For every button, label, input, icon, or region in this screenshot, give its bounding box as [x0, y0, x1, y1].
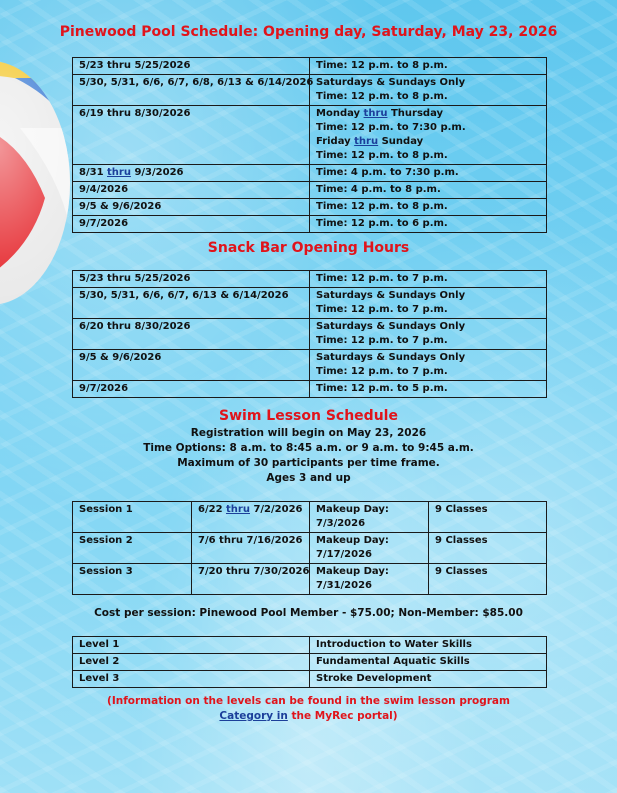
ages-line: Ages 3 and up — [266, 472, 351, 484]
makeup-label: Makeup Day: — [316, 535, 389, 546]
pool-schedule-title: Pinewood Pool Schedule: Opening day, Saturday, May 23, 2026 — [59, 24, 558, 40]
pool-dates-cell: 5/30, 5/31, 6/6, 6/7, 6/8, 6/13 & 6/14/2026 — [73, 75, 310, 106]
table-row — [73, 199, 547, 216]
category-link[interactable]: Category in — [219, 710, 288, 722]
level-name-cell: Level 2 — [73, 654, 310, 671]
registration-line: Registration will begin on May 23, 2026 — [190, 427, 427, 439]
level-desc-cell: Fundamental Aquatic Skills — [310, 654, 547, 671]
levels-note-rest: the MyRec portal) — [287, 710, 398, 722]
snack-bar-table — [72, 270, 547, 398]
table-row — [73, 75, 547, 106]
snack-dates-cell: 6/20 thru 8/30/2026 — [73, 319, 310, 350]
hours-line: Time: 12 p.m. to 7 p.m. — [316, 366, 448, 377]
hours-line: Friday thru Sunday — [316, 136, 424, 147]
sessions-table — [72, 501, 547, 595]
snack-hours-cell — [310, 350, 547, 381]
snack-bar-title: Snack Bar Opening Hours — [207, 240, 410, 256]
pool-dates-cell: 9/5 & 9/6/2026 — [73, 199, 310, 216]
snack-dates-cell: 5/30, 5/31, 6/6, 6/7, 6/13 & 6/14/2026 — [73, 288, 310, 319]
hours-line: Time: 12 p.m. to 8 p.m. — [316, 150, 448, 161]
table-row — [73, 182, 547, 199]
table-row — [73, 216, 547, 233]
hours-line: Monday thru Thursday — [316, 108, 444, 119]
levels-note-line2 — [0, 709, 617, 724]
session-makeup-cell — [310, 502, 429, 533]
pool-dates-cell: 6/19 thru 8/30/2026 — [73, 106, 310, 165]
snack-hours-cell: Time: 12 p.m. to 7 p.m. — [310, 271, 547, 288]
pool-dates-cell: 8/31 thru 9/3/2026 — [73, 165, 310, 182]
table-row — [73, 654, 547, 671]
table-row — [73, 671, 547, 688]
hours-line: Saturdays & Sundays Only — [316, 321, 466, 332]
pool-dates-cell: 9/7/2026 — [73, 216, 310, 233]
time-options-line: Time Options: 8 a.m. to 8:45 a.m. or 9 a.m. to 9:45 a.m. — [143, 442, 474, 454]
makeup-date: 7/3/2026 — [316, 518, 366, 529]
hours-line: Saturdays & Sundays Only — [316, 290, 466, 301]
pool-schedule-table — [72, 57, 547, 233]
hours-line: Time: 12 p.m. to 7:30 p.m. — [316, 122, 466, 133]
pool-dates-cell: 9/4/2026 — [73, 182, 310, 199]
table-row — [73, 271, 547, 288]
table-row — [73, 165, 547, 182]
makeup-label: Makeup Day: — [316, 504, 389, 515]
session-name-cell: Session 1 — [73, 502, 192, 533]
snack-dates-cell: 5/23 thru 5/25/2026 — [73, 271, 310, 288]
pool-hours-cell: Time: 4 p.m. to 7:30 p.m. — [310, 165, 547, 182]
table-row — [73, 381, 547, 398]
snack-hours-cell — [310, 288, 547, 319]
makeup-date: 7/31/2026 — [316, 580, 373, 591]
snack-hours-cell: Time: 12 p.m. to 5 p.m. — [310, 381, 547, 398]
table-row — [73, 533, 547, 564]
table-row — [73, 319, 547, 350]
snack-hours-cell — [310, 319, 547, 350]
table-row — [73, 564, 547, 595]
levels-note — [0, 694, 617, 724]
level-name-cell: Level 1 — [73, 637, 310, 654]
table-row — [73, 106, 547, 165]
pool-hours-cell: Time: 12 p.m. to 8 p.m. — [310, 199, 547, 216]
table-row — [73, 637, 547, 654]
table-row — [73, 350, 547, 381]
session-classes-cell: 9 Classes — [429, 533, 547, 564]
pool-hours-cell: Time: 12 p.m. to 8 p.m. — [310, 58, 547, 75]
session-dates-cell: 7/6 thru 7/16/2026 — [192, 533, 310, 564]
snack-dates-cell: 9/7/2026 — [73, 381, 310, 398]
pool-dates-cell: 5/23 thru 5/25/2026 — [73, 58, 310, 75]
swim-lesson-title: Swim Lesson Schedule — [219, 408, 398, 424]
snack-dates-cell: 9/5 & 9/6/2026 — [73, 350, 310, 381]
hours-line: Time: 12 p.m. to 7 p.m. — [316, 304, 448, 315]
table-row — [73, 502, 547, 533]
session-name-cell: Session 2 — [73, 533, 192, 564]
makeup-date: 7/17/2026 — [316, 549, 373, 560]
max-participants-line: Maximum of 30 participants per time frame. — [177, 457, 440, 469]
cost-line: Cost per session: Pinewood Pool Member - $75.00; Non-Member: $85.00 — [94, 607, 523, 619]
pool-hours-cell: Time: 12 p.m. to 6 p.m. — [310, 216, 547, 233]
level-desc-cell: Introduction to Water Skills — [310, 637, 547, 654]
session-classes-cell: 9 Classes — [429, 564, 547, 595]
session-makeup-cell — [310, 564, 429, 595]
session-classes-cell: 9 Classes — [429, 502, 547, 533]
session-name-cell: Session 3 — [73, 564, 192, 595]
hours-line: Saturdays & Sundays Only — [316, 352, 466, 363]
table-row — [73, 58, 547, 75]
level-desc-cell: Stroke Development — [310, 671, 547, 688]
makeup-label: Makeup Day: — [316, 566, 389, 577]
session-makeup-cell — [310, 533, 429, 564]
beach-ball-image — [0, 58, 70, 308]
pool-hours-cell — [310, 75, 547, 106]
level-name-cell: Level 3 — [73, 671, 310, 688]
hours-line: Time: 12 p.m. to 8 p.m. — [316, 91, 448, 102]
levels-table — [72, 636, 547, 688]
hours-line: Time: 12 p.m. to 7 p.m. — [316, 335, 448, 346]
table-row — [73, 288, 547, 319]
session-dates-cell: 6/22 thru 7/2/2026 — [192, 502, 310, 533]
pool-hours-cell: Time: 4 p.m. to 8 p.m. — [310, 182, 547, 199]
pool-hours-cell — [310, 106, 547, 165]
hours-line: Saturdays & Sundays Only — [316, 77, 466, 88]
session-dates-cell: 7/20 thru 7/30/2026 — [192, 564, 310, 595]
levels-note-line1: (Information on the levels can be found in the swim lesson program — [107, 695, 510, 707]
